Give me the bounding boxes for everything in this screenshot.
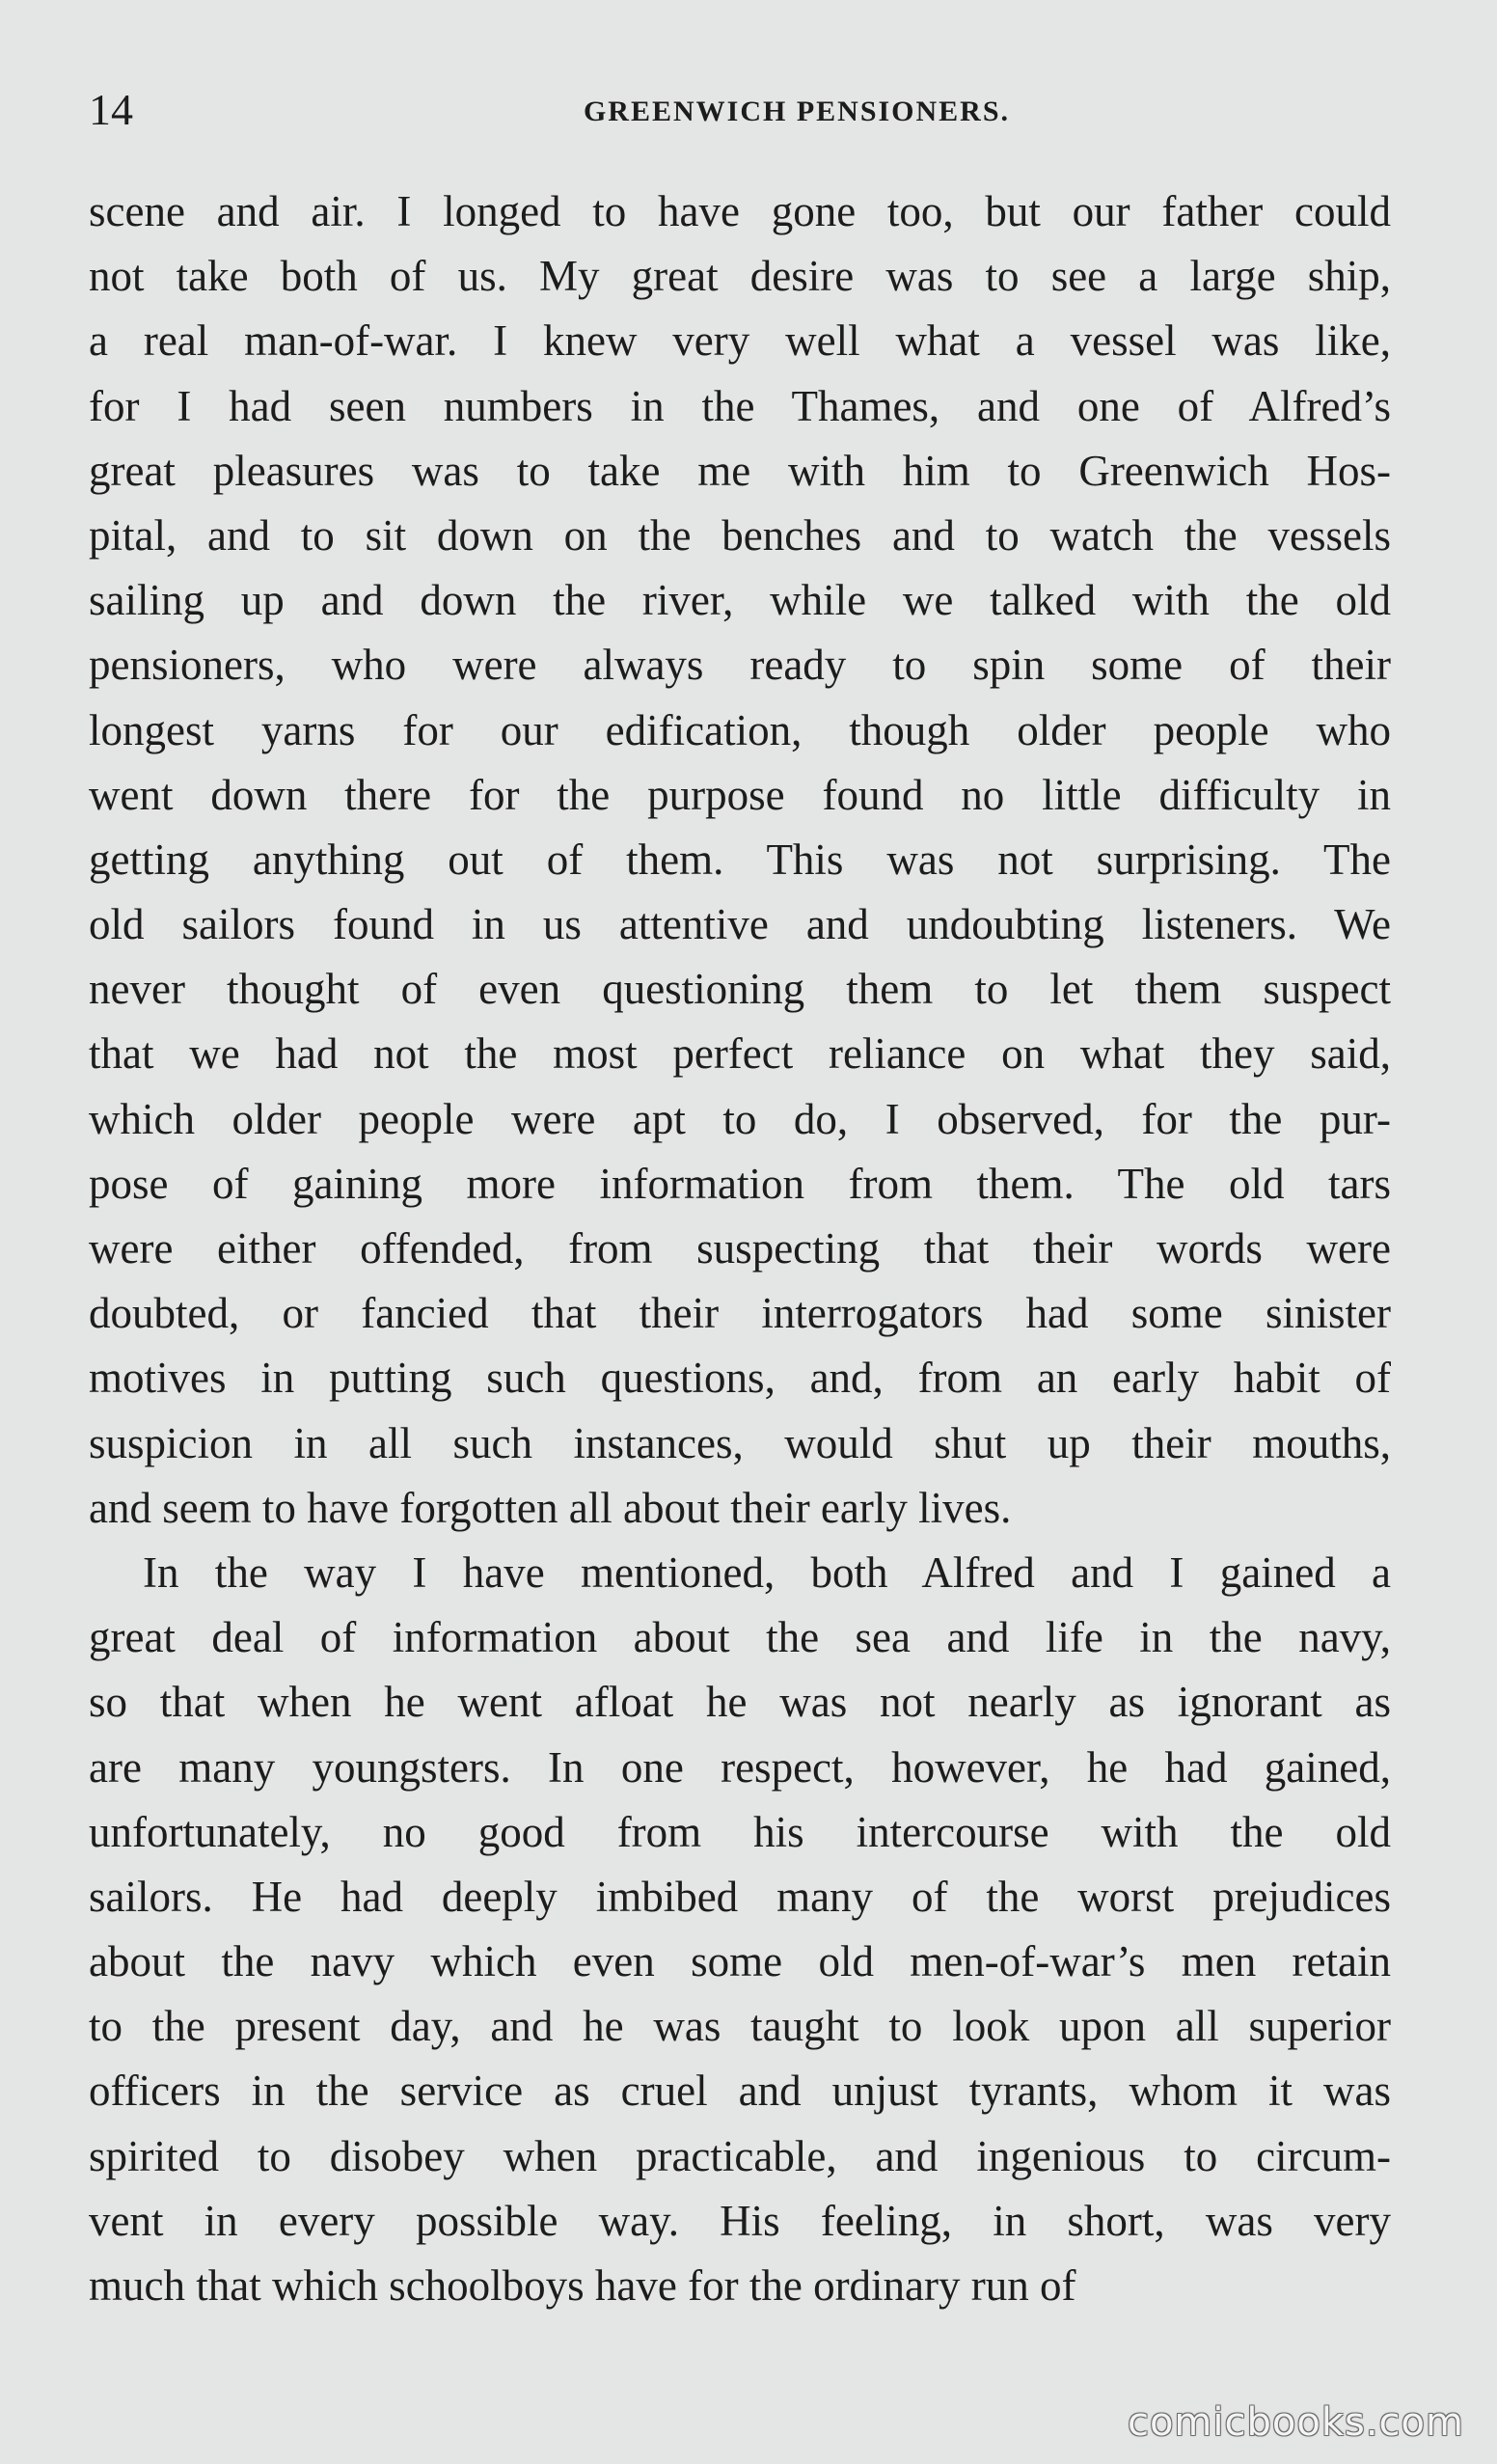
text-line: for I had seen numbers in the Thames, and one of Alfred’s: [89, 381, 1391, 430]
text-line: much that which schoolboys have for the ordinary run of: [89, 2261, 1076, 2310]
text-line: which older people were apt to do, I observed, for the pur-: [89, 1094, 1391, 1143]
running-head: GREENWICH PENSIONERS.: [583, 96, 1011, 127]
text-line: vent in every possible way. His feeling, in short, was very: [89, 2196, 1391, 2245]
text-line: went down there for the purpose found no little difficulty in: [89, 770, 1391, 819]
text-line: In the way I have mentioned, both Alfred and I gained a: [143, 1547, 1391, 1597]
text-line: about the navy which even some old men-of-war’s men retain: [89, 1937, 1391, 1986]
text-line: that we had not the most perfect reliance on what they said,: [89, 1029, 1391, 1079]
watermark: comicbooks.com: [1127, 2400, 1464, 2445]
text-line: never thought of even questioning them to let them suspect: [89, 965, 1391, 1014]
text-line: suspicion in all such instances, would shut up their mouths,: [89, 1418, 1391, 1467]
text-line: motives in putting such questions, and, from an early habit of: [89, 1354, 1391, 1403]
text-line: a real man-of-war. I knew very well what a vessel was like,: [89, 316, 1391, 366]
page-number: 14: [89, 85, 133, 134]
page-header: [89, 81, 1389, 139]
text-line: sailing up and down the river, while we talked with the old: [89, 576, 1391, 625]
text-line: old sailors found in us attentive and undoubting listeners. We: [89, 900, 1391, 949]
text-line: getting anything out of them. This was not surprising. The: [89, 835, 1391, 884]
text-line: are many youngsters. In one respect, however, he had gained,: [89, 1742, 1391, 1792]
paragraph: [89, 1541, 1391, 2318]
text-line: and seem to have forgotten all about their early lives.: [89, 1483, 1012, 1532]
text-line: longest yarns for our edification, though older people who: [89, 705, 1391, 754]
text-line: scene and air. I longed to have gone too, but our father could: [89, 187, 1391, 235]
text-line: pensioners, who were always ready to spin some of their: [89, 641, 1391, 690]
text-line: to the present day, and he was taught to look upon all superior: [89, 2002, 1391, 2051]
text-line: not take both of us. My great desire was to see a large ship,: [89, 252, 1391, 301]
text-line: so that when he went afloat he was not nearly as ignorant as: [89, 1678, 1391, 1727]
body-text: [89, 179, 1391, 2318]
text-line: officers in the service as cruel and unjust tyrants, whom it was: [89, 2067, 1391, 2116]
text-line: pital, and to sit down on the benches and to watch the vessels: [89, 510, 1391, 560]
text-line: great deal of information about the sea and life in the navy,: [89, 1613, 1391, 1662]
text-line: sailors. He had deeply imbibed many of the worst prejudices: [89, 1872, 1391, 1921]
text-line: doubted, or fancied that their interrogators had some sinister: [89, 1289, 1391, 1338]
text-line: great pleasures was to take me with him to Greenwich Hos-: [89, 446, 1391, 495]
text-line: spirited to disobey when practicable, and ingenious to circum-: [89, 2131, 1391, 2180]
text-line: were either offended, from suspecting that their words were: [89, 1224, 1391, 1273]
paragraph: [89, 179, 1391, 1541]
text-line: pose of gaining more information from them. The old tars: [89, 1159, 1391, 1208]
text-line: unfortunately, no good from his intercourse with the old: [89, 1807, 1391, 1856]
